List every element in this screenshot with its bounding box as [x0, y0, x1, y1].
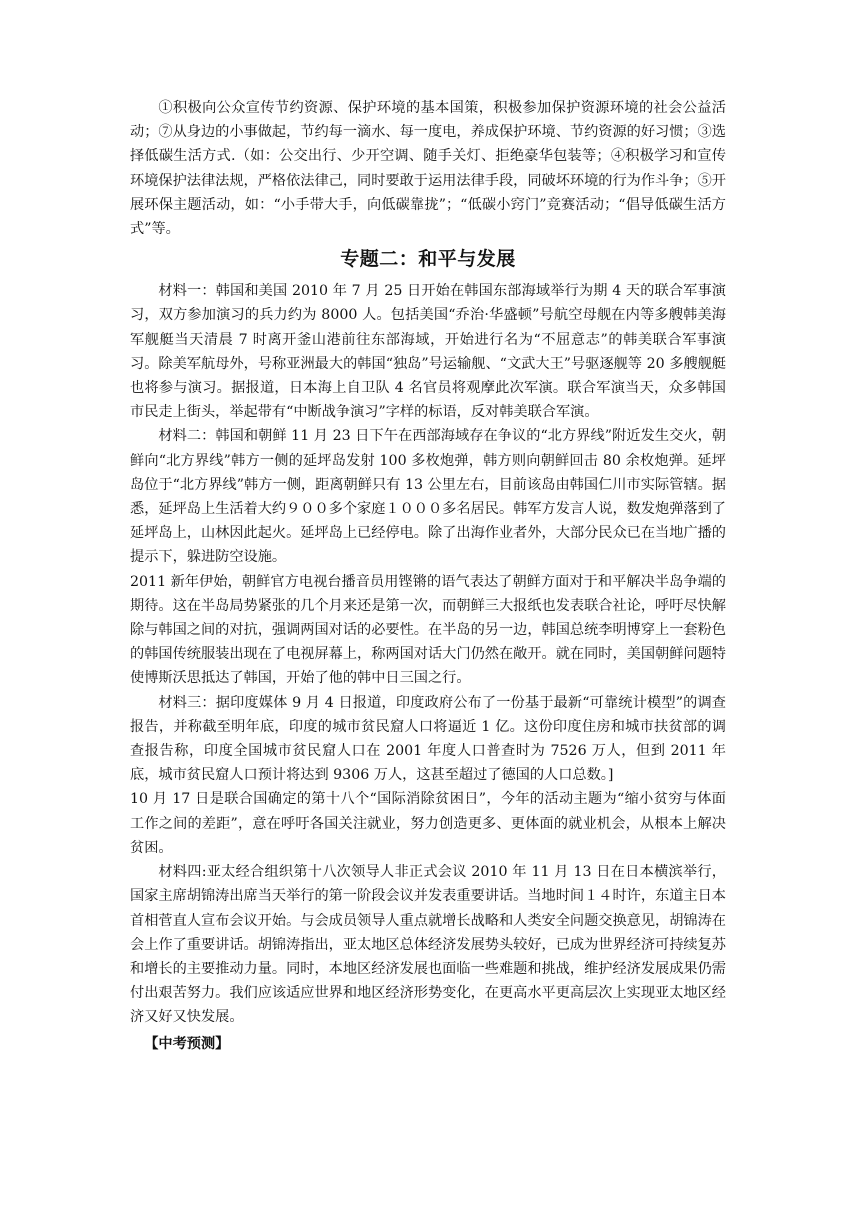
material-two-followup-paragraph: 2011 新年伊始，朝鲜官方电视台播音员用铿锵的语气表达了朝鲜方面对于和平解决半岛争端的期待。这在半岛局势紧张的几个月来还是第一次，而朝鲜三大报纸也发表联合社论，呼吁尽快解除与韩国之间的对抗，强调两国对话的必要性。在半岛的另一边，韩国总统李明博穿上一套粉色的韩国传统服装出现在了电视屏幕上，称两国对话大门仍然在敞开。就在同时，美国朝鲜问题特使博斯沃思抵达了韩国，开始了他的韩中日三国之行。: [130, 573, 726, 687]
material-three-followup-paragraph: 10 月 17 日是联合国确定的第十八个“国际消除贫困日”，今年的活动主题为“缩小贫穷与体面工作之间的差距”，意在呼吁各国关注就业，努力创造更多、更体面的就业机会，从根本上解决贫困。: [130, 791, 726, 856]
section-title: 专题二：和平与发展: [340, 248, 516, 271]
material-two-paragraph: 材料二：韩国和朝鲜 11 月 23 日下午在西部海域存在争议的“北方界线”附近发生交火，朝鲜向“北方界线”韩方一侧的延坪岛发射 100 多枚炮弹，韩方则向朝鲜回击 80 余枚炮弹。延坪岛位于“北方界线”韩方一侧，距离朝鲜只有 13 公里左右，目前该岛由韩国仁川市实际管辖。据悉，延坪岛上生活着大约９００多个家庭１０００多名居民。韩军方发言人说，数发炮弹落到了延坪岛上，山林因此起火。延坪岛上已经停电。除了出海作业者外，大部分民众已在当地广播的提示下，躲进防空设施。: [130, 428, 726, 566]
document-page: [130, 96, 726, 1056]
material-one-paragraph: 材料一：韩国和美国 2010 年 7 月 25 日开始在韩国东部海域举行为期 4 天的联合军事演习，双方参加演习的兵力约为 8000 人。包括美国“乔治·华盛顿”号航空母舰在内等多艘韩美海军舰艇当天清晨 7 时离开釜山港前往东部海域，开始进行名为“不屈意志”的韩美联合军事演习。除美军航母外，号称亚洲最大的韩国“独岛”号运输舰、“文武大王”号驱逐舰等 20 多艘舰艇也将参与演习。据报道，日本海上自卫队 4 名官员将观摩此次军演。联合军演当天，众多韩国市民走上街头，举起带有“中断战争演习”字样的标语，反对韩美联合军演。: [130, 283, 726, 421]
intro-paragraph: ①积极向公众宣传节约资源、保护环境的基本国策，积极参加保护资源环境的社会公益活动；⑦从身边的小事做起，节约每一滴水、每一度电，养成保护环境、节约资源的好习惯；③选择低碳生活方式.（如：公交出行、少开空调、随手关灯、拒绝豪华包装等；④积极学习和宣传环境保护法律法规，严格依法律己，同时要敢于运用法律手段，同破坏环境的行为作斗争；⑤开展环保主题活动，如：“小手带大手，向低碳靠拢”；“低碳小窍门”竞赛活动；“倡导低碳生活方式”等。: [130, 100, 726, 238]
material-three-paragraph: 材料三：据印度媒体 9 月 4 日报道，印度政府公布了一份基于最新“可靠统计模型”的调查报告，并称截至明年底，印度的城市贫民窟人口将逼近 1 亿。这份印度住房和城市扶贫部的调查报告称，印度全国城市贫民窟人口在 2001 年度人口普查时为 7526 万人，但到 2011 年底，城市贫民窟人口预计将达到 9306 万人，这甚至超过了德国的人口总数。]: [130, 694, 726, 784]
material-four-paragraph: 材料四:亚太经合组织第十八次领导人非正式会议 2010 年 11 月 13 日在日本横滨举行，国家主席胡锦涛出席当天举行的第一阶段会议并发表重要讲话。当地时间１４时许，东道主日本首相菅直人宣布会议开始。与会成员领导人重点就增长战略和人类安全问题交换意见，胡锦涛在会上作了重要讲话。胡锦涛指出，亚太地区总体经济发展势头较好，已成为世界经济可持续复苏和增长的主要推动力量。同时，本地区经济发展也面临一些难题和挑战，维护经济发展成果仍需付出艰苦努力。我们应该适应世界和地区经济形势变化，在更高水平更高层次上实现亚太地区经济又好又快发展。: [130, 864, 726, 1026]
prediction-heading: 【中考预测】: [144, 1035, 230, 1052]
